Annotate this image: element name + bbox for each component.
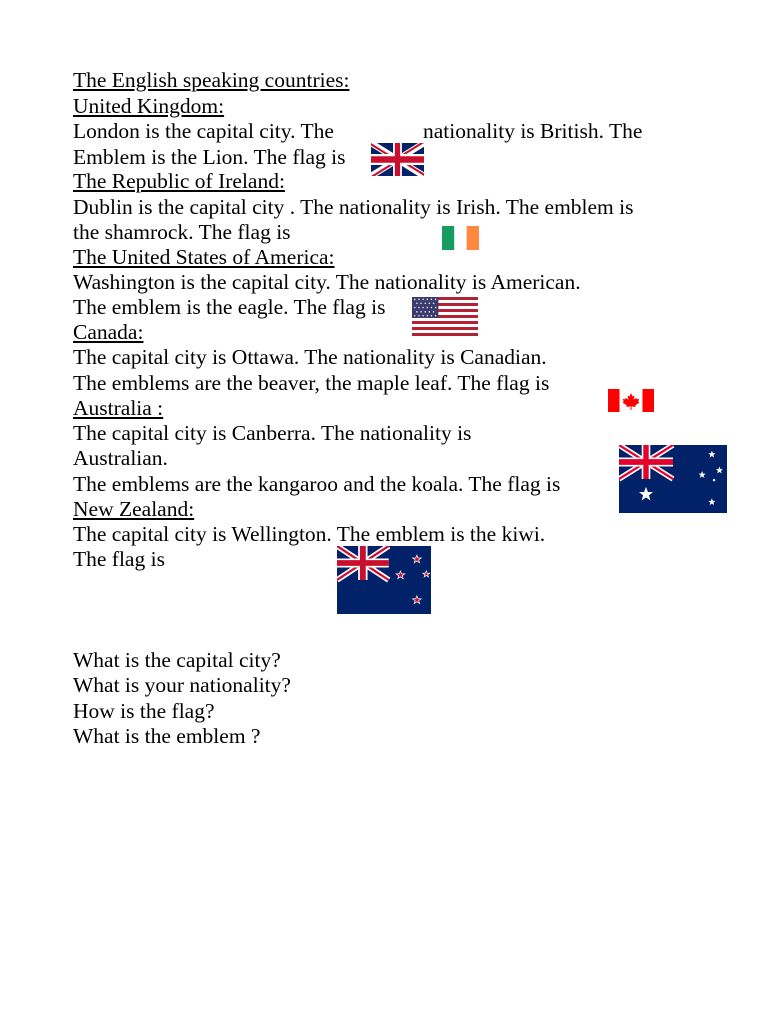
ireland-flag-icon xyxy=(442,226,479,250)
ireland-line-1: Dublin is the capital city . The nationality is Irish. The emblem is xyxy=(73,195,634,219)
ireland-line-2: the shamrock. The flag is xyxy=(73,220,291,244)
question-1: What is the capital city? xyxy=(73,648,281,672)
australia-line-2: Australian. xyxy=(73,446,168,470)
uk-flag-icon xyxy=(371,143,424,176)
usa-heading: The United States of America: xyxy=(73,245,335,269)
uk-heading: United Kingdom: xyxy=(73,94,225,118)
australia-line-1: The capital city is Canberra. The nationality is xyxy=(73,421,472,445)
usa-line-1: Washington is the capital city. The nationality is American. xyxy=(73,270,581,294)
page-title: The English speaking countries: xyxy=(73,68,350,92)
new-zealand-line-2: The flag is xyxy=(73,547,165,571)
canada-flag-icon xyxy=(608,389,654,412)
new-zealand-line-1: The capital city is Wellington. The emblem is the kiwi. xyxy=(73,522,546,546)
canada-heading: Canada: xyxy=(73,320,144,344)
new-zealand-heading: New Zealand: xyxy=(73,497,195,521)
ireland-heading: The Republic of Ireland: xyxy=(73,169,285,193)
question-3: How is the flag? xyxy=(73,699,215,723)
usa-flag-icon xyxy=(412,297,478,336)
uk-line-2: Emblem is the Lion. The flag is xyxy=(73,145,346,169)
new-zealand-flag-icon xyxy=(337,546,431,614)
canada-line-2: The emblems are the beaver, the maple leaf. The flag is xyxy=(73,371,550,395)
usa-line-2: The emblem is the eagle. The flag is xyxy=(73,295,386,319)
uk-line-1b: nationality is British. The xyxy=(423,119,643,143)
canada-line-1: The capital city is Ottawa. The nationality is Canadian. xyxy=(73,345,547,369)
uk-line-1a: London is the capital city. The xyxy=(73,119,334,143)
australia-heading: Australia : xyxy=(73,396,164,420)
question-2: What is your nationality? xyxy=(73,673,291,697)
australia-flag-icon xyxy=(619,445,727,513)
australia-line-3: The emblems are the kangaroo and the koala. The flag is xyxy=(73,472,561,496)
question-4: What is the emblem ? xyxy=(73,724,261,748)
